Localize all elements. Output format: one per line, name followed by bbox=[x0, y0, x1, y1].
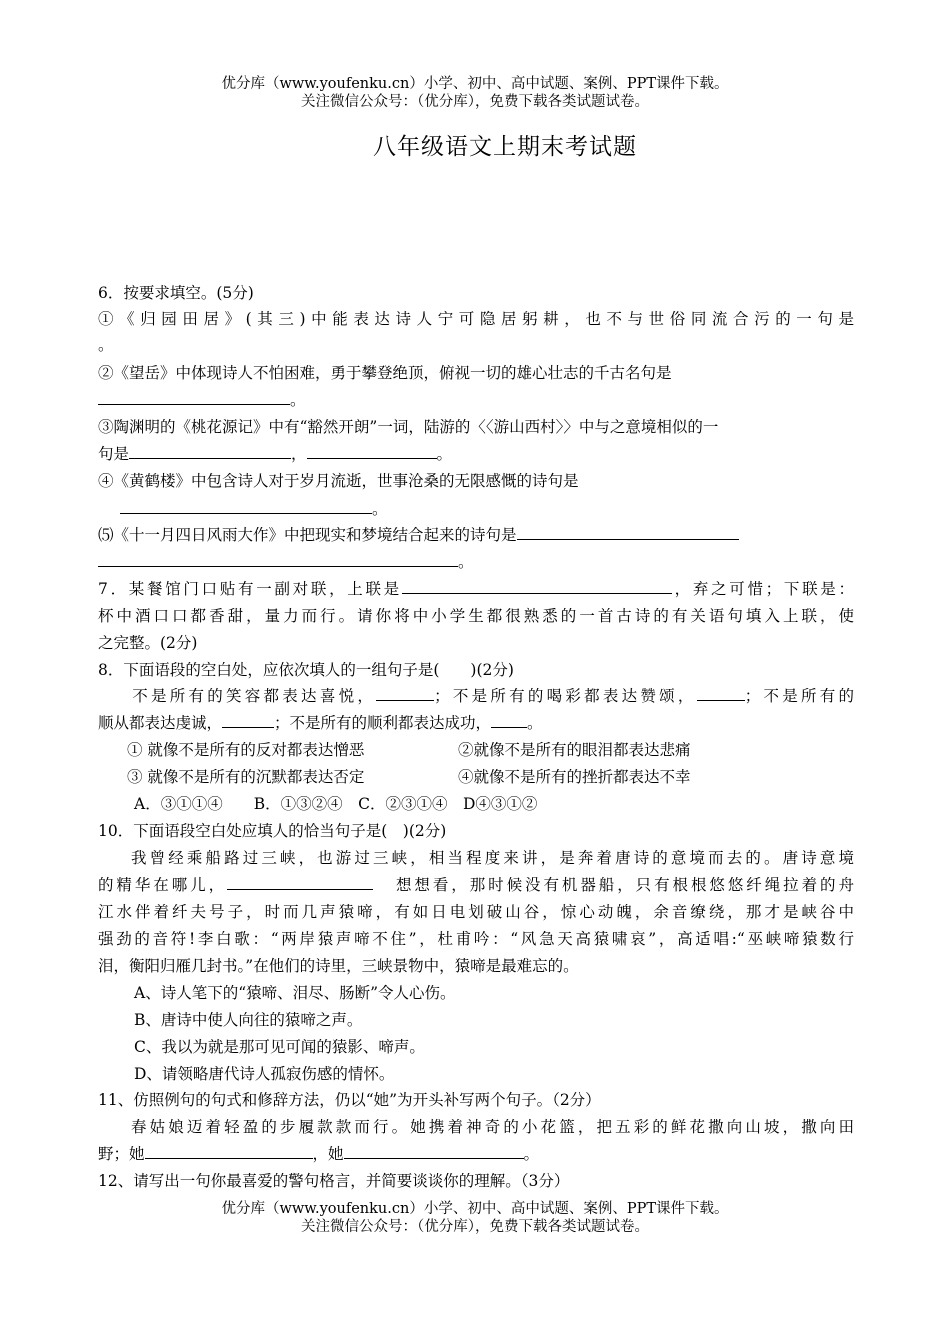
q10-paragraph-1: 我曾经乘船路过三峡，也游过三峡，相当程度来讲，是奔着唐诗的意境而去的。唐诗意境 bbox=[131, 849, 854, 867]
header-line-1: 优分库（www.youfenku.cn）小学、初中、高中试题、案例、PPT课件下载。 bbox=[221, 76, 729, 92]
q8-choices: A．③①①④ B．①③②④ C．②③①④ D④③①② bbox=[134, 795, 538, 813]
answer-blank[interactable] bbox=[120, 499, 372, 514]
answer-blank[interactable] bbox=[222, 713, 274, 728]
q11-paragraph-2: 野；她 ，她 。 bbox=[98, 1145, 540, 1163]
q10-paragraph-4: 强劲的音符!李白歌：“两岸猿声啼不住”，杜甫吟：“风急天高猿啸哀”，高适唱:“巫峡啼猿数行 bbox=[98, 930, 854, 948]
q8-paragraph-2: 顺从都表达虔诚， ；不是所有的顺利都表达成功， 。 bbox=[98, 714, 543, 732]
q10-option-d: D、请领略唐代诗人孤寂伤感的情怀。 bbox=[134, 1065, 395, 1083]
answer-blank[interactable] bbox=[376, 686, 434, 701]
q10-paragraph-2: 的精华在哪儿， 想想看，那时候没有机器船，只有根根悠悠纤绳拉着的舟 bbox=[98, 876, 854, 894]
q6-item4: ④《黄鹤楼》中包含诗人对于岁月流逝，世事沧桑的无限感慨的诗句是 bbox=[98, 472, 579, 490]
answer-blank[interactable] bbox=[491, 713, 527, 728]
q6-item2: ②《望岳》中体现诗人不怕困难，勇于攀登绝顶，俯视一切的雄心壮志的千古名句是 bbox=[98, 364, 672, 382]
footer-line-1: 优分库（www.youfenku.cn）小学、初中、高中试题、案例、PPT课件下载。 bbox=[221, 1201, 729, 1217]
q8-option-4: ④就像不是所有的挫折都表达不幸 bbox=[458, 768, 691, 786]
q6-item1: ①《归园田居》(其三)中能表达诗人宁可隐居躬耕，也不与世俗同流合污的一句是 bbox=[98, 310, 854, 328]
answer-blank[interactable] bbox=[98, 390, 290, 405]
q6-item1-end: 。 bbox=[98, 336, 114, 354]
page-title: 八年级语文上期末考试题 bbox=[373, 134, 637, 160]
q8-paragraph-1: 不是所有的笑容都表达喜悦， ；不是所有的喝彩都表达赞颂， ；不是所有的 bbox=[129, 687, 854, 705]
header-line-2: 关注微信公众号：（优分库），免费下载各类试题试卷。 bbox=[301, 94, 649, 110]
answer-blank[interactable] bbox=[129, 444, 291, 459]
footer-line-2: 关注微信公众号：（优分库），免费下载各类试题试卷。 bbox=[301, 1219, 649, 1235]
q7-line-3: 之完整。(2分) bbox=[98, 634, 198, 652]
q11-paragraph-1: 春姑娘迈着轻盈的步履款款而行。她携着神奇的小花篮，把五彩的鲜花撒向山坡，撒向田 bbox=[131, 1118, 854, 1136]
q8-option-1: ① 就像不是所有的反对都表达憎恶 bbox=[127, 741, 365, 759]
answer-blank[interactable] bbox=[307, 444, 437, 459]
q10-heading: 10．下面语段空白处应填人的恰当句子是( )(2分) bbox=[98, 822, 447, 840]
answer-blank[interactable] bbox=[98, 552, 458, 567]
q10-option-c: C、我以为就是那可见可闻的猿影、啼声。 bbox=[134, 1038, 425, 1056]
answer-blank[interactable] bbox=[697, 686, 745, 701]
answer-blank[interactable] bbox=[227, 875, 373, 890]
q6-item3-answer: 句是 ， 。 bbox=[98, 445, 453, 463]
q11-heading: 11、仿照例句的句式和修辞方法，仍以“她”为开头补写两个句子。（2分） bbox=[98, 1091, 601, 1109]
answer-blank[interactable] bbox=[517, 525, 739, 540]
q10-paragraph-5: 泪，衡阳归雁几封书。”在他们的诗里，三峡景物中，猿啼是最难忘的。 bbox=[98, 957, 579, 975]
q10-option-a: A、诗人笔下的“猿啼、泪尽、肠断”令人心伤。 bbox=[134, 984, 456, 1002]
q6-item2-answer: 。 bbox=[98, 390, 854, 410]
q10-option-b: B、唐诗中使人向往的猿啼之声。 bbox=[134, 1011, 363, 1029]
q6-heading: 6．按要求填空。(5分) bbox=[98, 284, 254, 302]
q6-item5-answer: 。 bbox=[98, 552, 854, 572]
q8-heading: 8．下面语段的空白处，应依次填人的一组句子是( )(2分) bbox=[98, 661, 514, 679]
q6-item5: ⑸《十一月四日风雨大作》中把现实和梦境结合起来的诗句是 bbox=[98, 525, 854, 545]
q8-option-3: ③ 就像不是所有的沉默都表达否定 bbox=[127, 768, 365, 786]
q10-paragraph-3: 江水伴着纤夫号子，时而几声猿啼，有如日电划破山谷，惊心动魄，余音缭绕，那才是峡谷中 bbox=[98, 903, 854, 921]
q6-item4-answer: 。 bbox=[98, 499, 854, 519]
q12-heading: 12、请写出一句你最喜爱的警句格言，并简要谈谈你的理解。（3分） bbox=[98, 1172, 570, 1190]
answer-blank[interactable] bbox=[145, 1144, 313, 1159]
q7-line-1: 7．某餐馆门口贴有一副对联，上联是 ，弃之可惜；下联是： bbox=[98, 580, 854, 598]
q8-option-2: ②就像不是所有的眼泪都表达悲痛 bbox=[458, 741, 691, 759]
q6-item3: ③陶渊明的《桃花源记》中有“豁然开朗”一词，陆游的〈〈游山西村〉〉中与之意境相似的一 bbox=[98, 418, 719, 436]
answer-blank[interactable] bbox=[402, 579, 672, 594]
q7-line-2: 杯中酒口口都香甜，量力而行。请你将中小学生都很熟悉的一首古诗的有关语句填入上联，使 bbox=[98, 607, 854, 625]
answer-blank[interactable] bbox=[344, 1144, 524, 1159]
